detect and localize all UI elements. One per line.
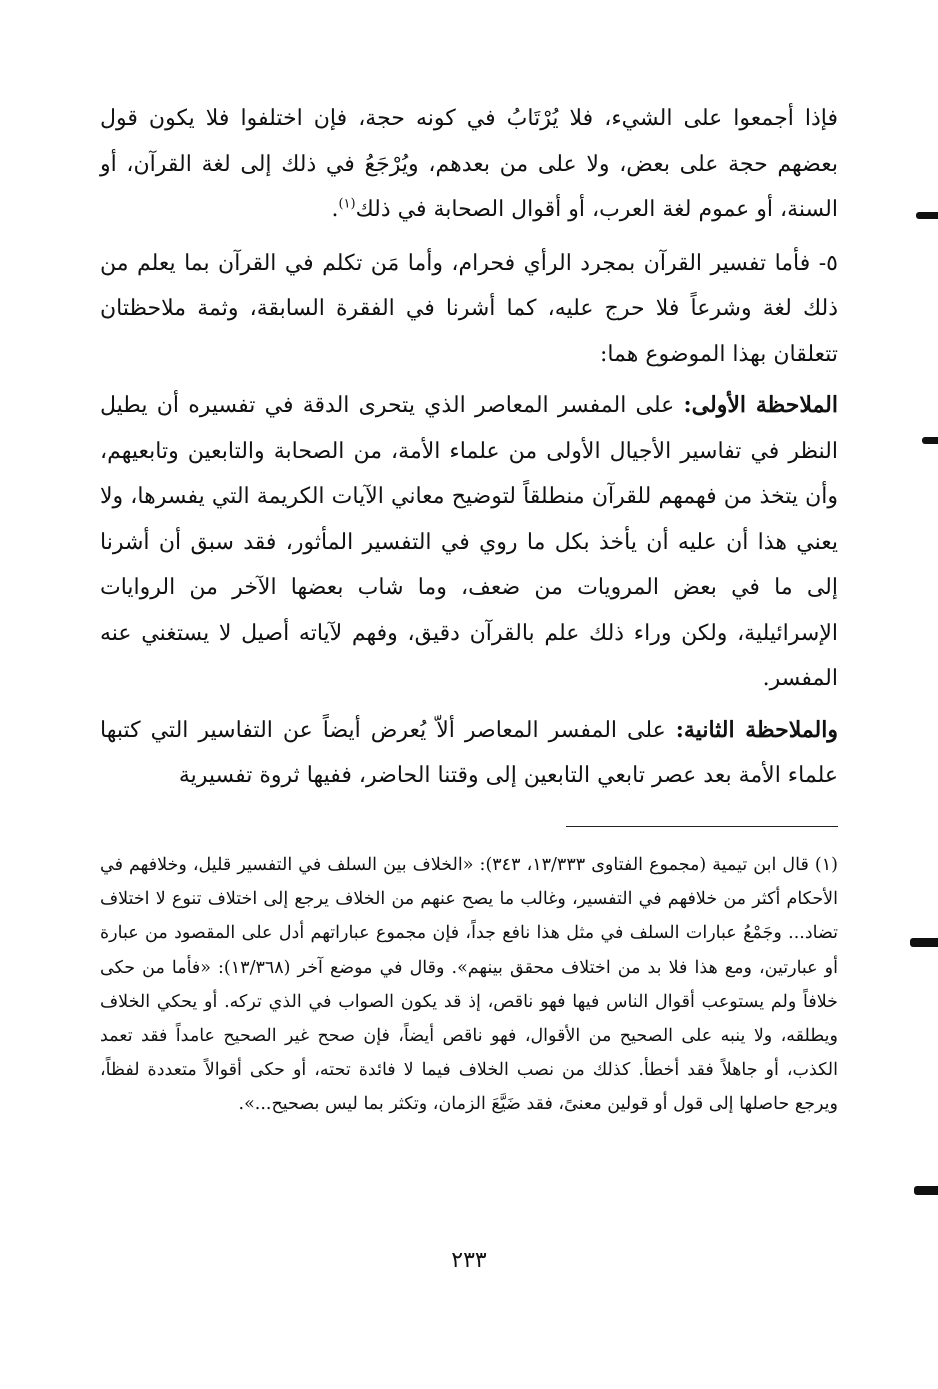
page-number: ٢٣٣ xyxy=(451,1248,487,1273)
footnote-separator xyxy=(566,826,838,827)
second-remark-text: على المفسر المعاصر ألاّ يُعرض أيضاً عن التفاسير التي كتبها علماء الأمة بعد عصر تابعي التابعين إلى وقتنا الحاضر، ففيها ثروة تفسيرية xyxy=(100,717,838,788)
paragraph-consensus-end: . xyxy=(331,197,339,222)
paragraph-first-remark xyxy=(100,383,838,702)
edge-mark xyxy=(916,212,938,219)
paragraph-consensus-text: فإذا أجمعوا على الشيء، فلا يُرْتَابُ في كونه حجة، فإن اختلفوا فلا يكون قول بعضهم حجة على بعض، ولا على من بعدهم، ويُرْجَعُ في ذلك إلى لغة القرآن، أو السنة، أو عموم لغة العرب، أو أقوال الصحابة في ذلك xyxy=(100,106,838,222)
edge-mark xyxy=(910,938,938,947)
paragraph-item-5-text: فأما تفسير القرآن بمجرد الرأي فحرام، وأما مَن تكلم في القرآن بما يعلم من ذلك لغة وشرعاً فلا حرج عليه، كما أشرنا في الفقرة السابقة، وثمة ملاحظتان تتعلقان بهذا الموضوع هما: xyxy=(100,250,838,367)
paragraph-item-5 xyxy=(100,241,838,378)
edge-mark xyxy=(922,437,938,444)
footnote-text: (١) قال ابن تيمية (مجموع الفتاوى ١٣/٣٣٣، ٣٤٣): «الخلاف بين السلف في التفسير قليل، وخلافهم في الأحكام أكثر من خلافهم في التفسير، وغالب ما يصح عنهم من الخلاف يرجع إلى اختلاف تنوع لا اختلاف تضاد... وجَمْعُ عبارات السلف في مثل هذا نافع جداً، فإن مجموع عباراتهم أدل على المقصود من عبارة أو عبارتين، ومع هذا فلا بد من اختلاف محقق بينهم». وقال في موضع آخر (١٣/٣٦٨): «فأما من حكى خلافاً ولم يستوعب أقوال الناس فيها فهو ناقص، إذ قد يكون الصواب في الذي تركه. أو يحكي الخلاف ويطلقه، ولا ينبه على الصحيح من الأقوال، فهو ناقص أيضاً، فإن صحح غير الصحيح عامداً فقد تعمد الكذب، أو جاهلاً فقد أخطأ. كذلك من نصب الخلاف فيما لا فائدة تحته، أو حكى أقوالاً متعددة لفظاً، ويرجع حاصلها إلى قول أو قولين معنىً، فقد ضَيَّعَ الزمان، وتكثر بما ليس بصحيح...». xyxy=(100,855,838,1115)
paragraph-consensus xyxy=(100,96,838,233)
main-text xyxy=(100,96,838,805)
footnote-reference: (١) xyxy=(338,196,356,212)
second-remark-label: والملاحظة الثانية: xyxy=(675,716,838,743)
paragraph-second-remark xyxy=(100,708,838,799)
edge-mark xyxy=(914,1186,938,1195)
first-remark-label: الملاحظة الأولى: xyxy=(683,392,838,418)
item-number: ٥- xyxy=(810,250,838,276)
footnote xyxy=(100,848,838,1122)
first-remark-text: على المفسر المعاصر الذي يتحرى الدقة في تفسيره أن يطيل النظر في تفاسير الأجيال الأولى من علماء الأمة، من الصحابة والتابعين وتابعيهم، وأن يتخذ من فهمهم للقرآن منطلقاً لتوضيح معاني الآيات الكريمة التي يفسرها، ولا يعني هذا أن عليه أن يأخذ بكل ما روي في التفسير المأثور، فقد سبق أن أشرنا إلى ما في بعض المرويات من ضعف، وما شاب بعضها الآخر من الروايات الإسرائيلية، ولكن وراء ذلك علم بالقرآن دقيق، وفهم لآياته أصيل لا يستغني عنه المفسر. xyxy=(100,393,838,691)
